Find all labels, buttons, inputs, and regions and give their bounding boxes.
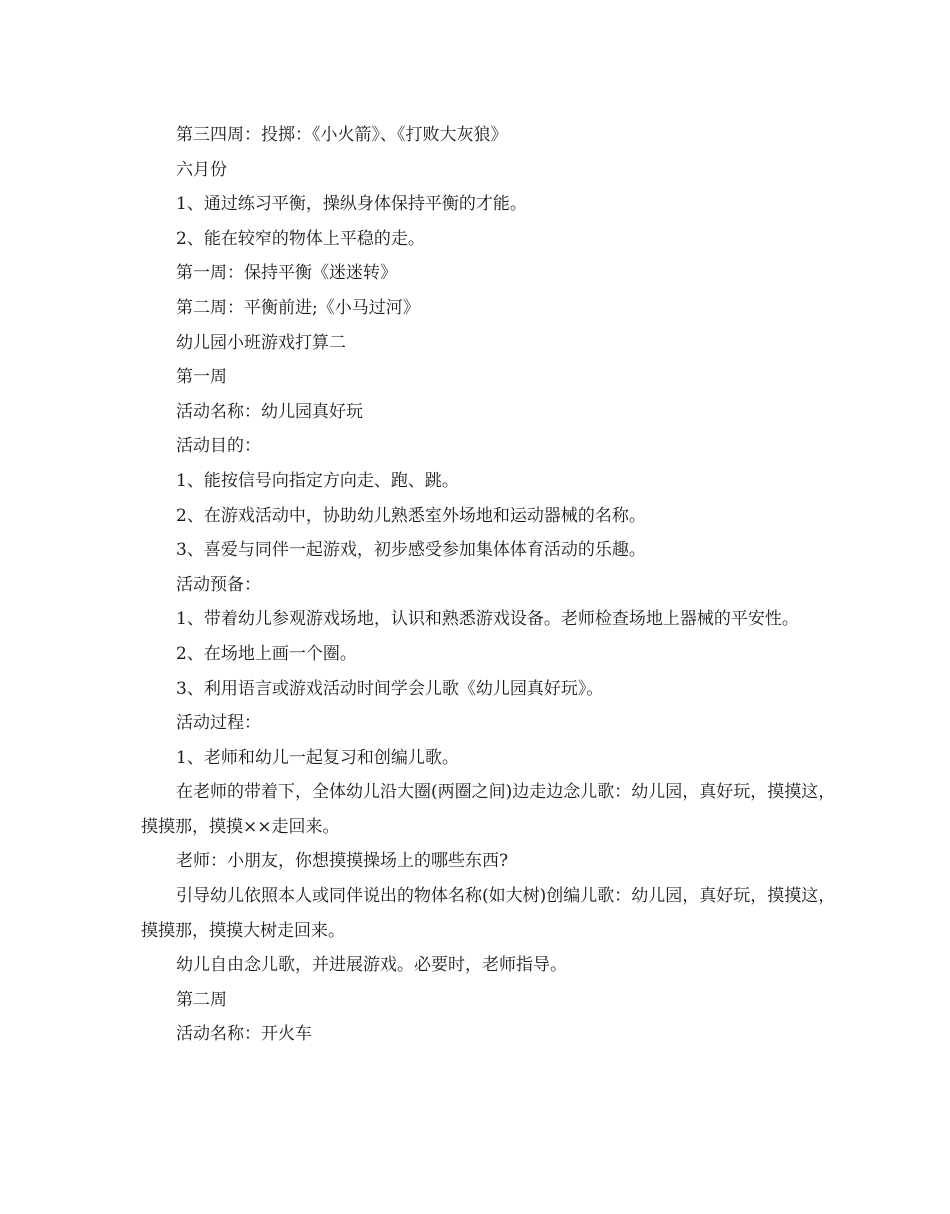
paragraph: 第二周：平衡前进;《小马过河》 (176, 297, 420, 318)
paragraph: 1、通过练习平衡，操纵身体保持平衡的才能。 (176, 194, 527, 215)
paragraph: 老师：小朋友，你想摸摸操场上的哪些东西? (176, 851, 509, 872)
paragraph: 3、喜爱与同伴一起游戏，初步感受参加集体体育活动的乐趣。 (176, 540, 646, 561)
paragraph: 1、能按信号向指定方向走、跑、跳。 (176, 470, 459, 491)
week-heading: 第一周 (176, 367, 227, 388)
paragraph: 1、老师和幼儿一起复习和创编儿歌。 (176, 747, 459, 768)
paragraph: 2、能在较窄的物体上平稳的走。 (176, 228, 425, 249)
plan-heading: 幼儿园小班游戏打算二 (176, 332, 346, 353)
paragraph: 1、带着幼儿参观游戏场地，认识和熟悉游戏设备。老师检查场地上器械的平安性。 (176, 609, 799, 630)
activity-name: 活动名称：幼儿园真好玩 (176, 401, 363, 422)
activity-name: 活动名称：开火车 (176, 1024, 312, 1045)
paragraph: 3、利用语言或游戏活动时间学会儿歌《幼儿园真好玩》。 (176, 678, 604, 699)
paragraph: 在老师的带着下，全体幼儿沿大圈(两圈之间)边走边念儿歌：幼儿园，真好玩，摸摸这，摸摸那，摸摸××走回来。 (141, 782, 836, 837)
paragraph: 幼儿自由念儿歌，并进展游戏。必要时，老师指导。 (176, 955, 567, 976)
activity-goal-heading: 活动目的： (176, 436, 261, 457)
paragraph: 第一周：保持平衡《迷迷转》 (176, 263, 397, 284)
paragraph: 2、在游戏活动中，协助幼儿熟悉室外场地和运动器械的名称。 (176, 505, 646, 526)
document-body (141, 118, 841, 1052)
paragraph: 引导幼儿依照本人或同伴说出的物体名称(如大树)创编儿歌：幼儿园，真好玩，摸摸这，摸摸那，摸摸大树走回来。 (141, 886, 836, 941)
activity-process-heading: 活动过程： (176, 713, 261, 734)
paragraph: 第三四周：投掷：《小火箭》、《打败大灰狼》 (176, 125, 508, 145)
week-heading: 第二周 (176, 989, 227, 1010)
section-heading-june: 六月份 (176, 159, 227, 180)
paragraph: 2、在场地上画一个圈。 (176, 643, 357, 664)
activity-prep-heading: 活动预备： (176, 574, 261, 595)
